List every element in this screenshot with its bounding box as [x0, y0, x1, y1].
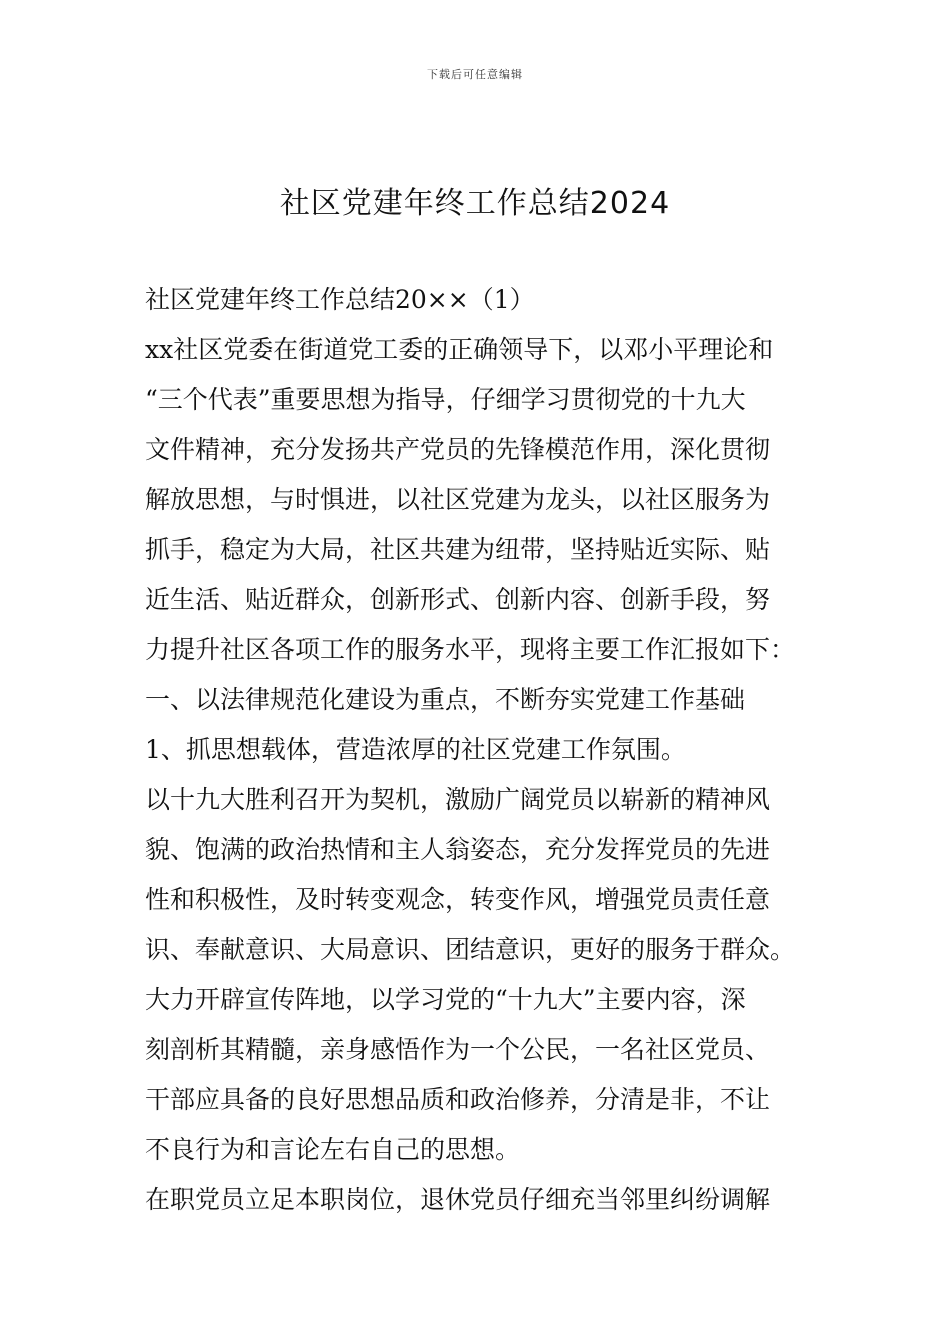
body-line: 性和积极性，及时转变观念，转变作风，增强党员责任意	[145, 885, 771, 914]
body-line: 力提升社区各项工作的服务水平，现将主要工作汇报如下：	[145, 635, 796, 664]
body-line: “三个代表”重要思想为指导，仔细学习贯彻党的十九大	[145, 385, 746, 414]
document-body	[145, 275, 810, 1225]
subsection-heading: 1、抓思想载体，营造浓厚的社区党建工作氛围。	[145, 735, 686, 764]
body-line: 文件精神，充分发扬共产党员的先锋模范作用，深化贯彻	[145, 435, 771, 464]
body-line: 近生活、贴近群众，创新形式、创新内容、创新手段，努	[145, 585, 771, 614]
body-line: 大力开辟宣传阵地，以学习党的“十九大”主要内容，深	[145, 985, 746, 1014]
body-line: xx社区党委在街道党工委的正确领导下，以邓小平理论和	[145, 335, 774, 364]
body-line: 解放思想，与时惧进，以社区党建为龙头，以社区服务为	[145, 485, 771, 514]
body-line: 在职党员立足本职岗位，退休党员仔细充当邻里纠纷调解	[145, 1185, 771, 1214]
body-line: 识、奉献意识、大局意识、团结意识，更好的服务于群众。	[145, 935, 796, 964]
body-line: 抓手，稳定为大局，社区共建为纽带，坚持贴近实际、贴	[145, 535, 771, 564]
section-heading: 一、以法律规范化建设为重点，不断夯实党建工作基础	[145, 685, 746, 714]
body-line: 不良行为和言论左右自己的思想。	[145, 1135, 521, 1164]
body-line: 以十九大胜利召开为契机，激励广阔党员以崭新的精神风	[145, 785, 771, 814]
body-line: 干部应具备的良好思想品质和政治修养，分清是非，不让	[145, 1085, 771, 1114]
document-title: 社区党建年终工作总结2024	[279, 186, 671, 221]
body-line: 刻剖析其精髓，亲身感悟作为一个公民，一名社区党员、	[145, 1035, 771, 1064]
body-line: 社区党建年终工作总结20××（1）	[145, 285, 535, 314]
header-note: 下载后可任意编辑	[427, 68, 523, 81]
body-line: 貌、饱满的政治热情和主人翁姿态，充分发挥党员的先进	[145, 835, 771, 864]
